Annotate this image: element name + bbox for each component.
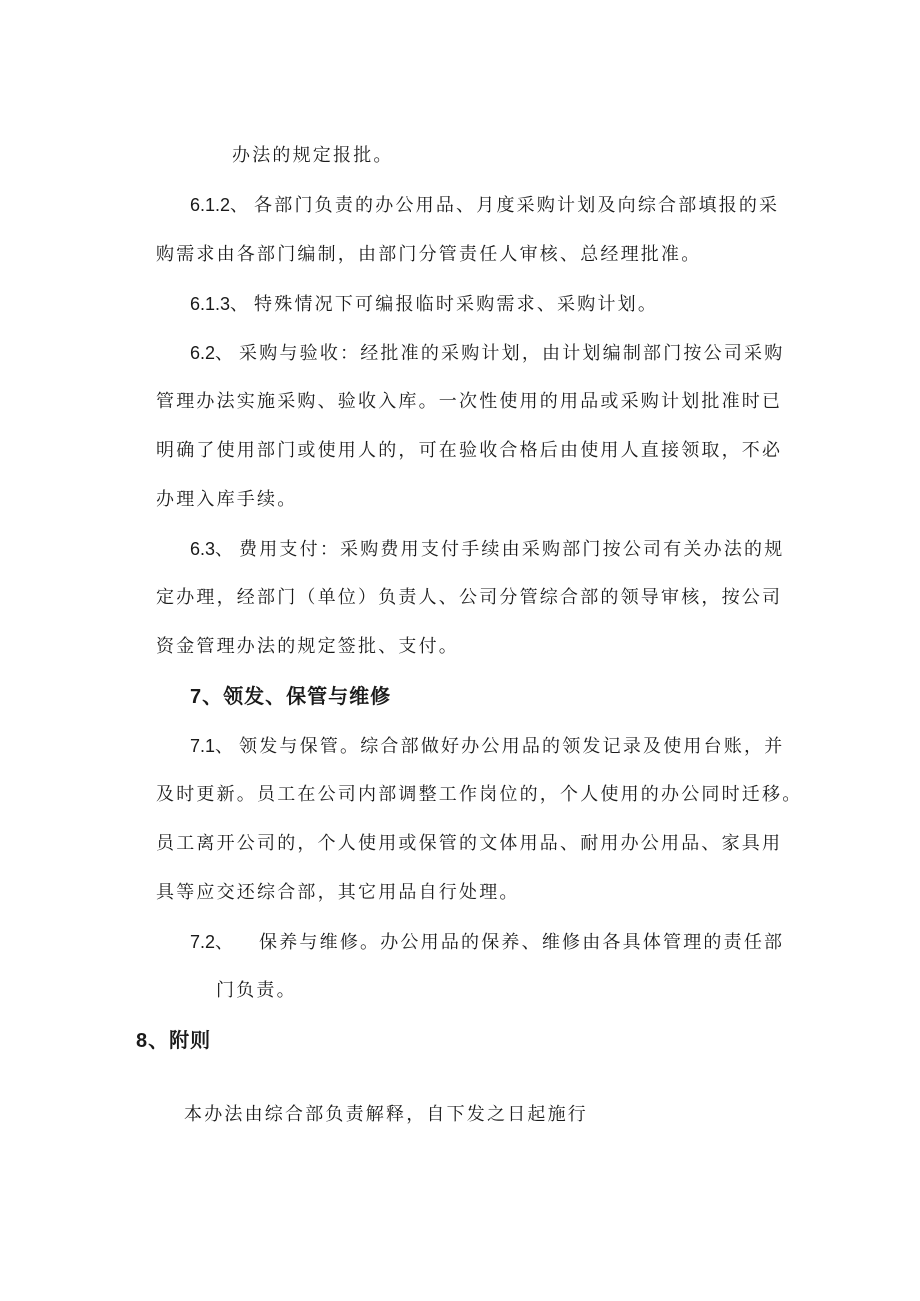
- section-number: 6.3、: [190, 539, 234, 559]
- section-number: 6.1.3、: [190, 294, 249, 314]
- paragraph-6-1-1-continuation: 办法的规定报批。: [232, 145, 394, 166]
- paragraph-7-1-line-4: 具等应交还综合部，其它用品自行处理。: [156, 882, 520, 903]
- paragraph-6-2-line-1: [190, 341, 784, 366]
- heading-section-8: 8、附则: [136, 1030, 212, 1052]
- paragraph-6-2-line-3: 明确了使用部门或使用人的，可在验收合格后由使用人直接领取，不必: [156, 440, 783, 461]
- paragraph-6-3-line-2: 定办理，经部门（单位）负责人、公司分管综合部的领导审核，按公司: [156, 587, 783, 608]
- paragraph-text: 各部门负责的办公用品、月度采购计划及向综合部填报的采: [254, 195, 780, 216]
- heading-section-7: 7、领发、保管与维修: [190, 686, 392, 708]
- paragraph-text: 费用支付：采购费用支付手续由采购部门按公司有关办法的规: [239, 539, 785, 560]
- section-number: 6.2、: [190, 343, 234, 363]
- paragraph-6-2-line-2: 管理办法实施采购、验收入库。一次性使用的用品或采购计划批准时已: [156, 391, 783, 412]
- paragraph-7-2-line-1: [190, 930, 784, 955]
- paragraph-text: 采购与验收：经批准的采购计划，由计划编制部门按公司采购: [239, 343, 785, 364]
- paragraph-6-1-2-line-1: [190, 193, 779, 218]
- section-number: 6.1.2、: [190, 195, 249, 215]
- paragraph-6-3-line-3: 资金管理办法的规定签批、支付。: [156, 636, 459, 657]
- paragraph-6-1-2-line-2: 购需求由各部门编制，由部门分管责任人审核、总经理批准。: [156, 244, 702, 265]
- paragraph-text: 保养与维修。办公用品的保养、维修由各具体管理的责任部: [259, 932, 785, 953]
- closing-statement: 本办法由综合部负责解释，自下发之日起施行: [184, 1104, 588, 1125]
- paragraph-7-2-line-2: 门负责。: [216, 980, 297, 1001]
- section-number: 7.2、: [190, 932, 234, 952]
- paragraph-7-1-line-3: 员工离开公司的，个人使用或保管的文体用品、耐用办公用品、家具用: [156, 833, 783, 854]
- paragraph-text: 领发与保管。综合部做好办公用品的领发记录及使用台账，并: [239, 736, 785, 757]
- paragraph-6-3-line-1: [190, 537, 784, 562]
- paragraph-7-1-line-2: 及时更新。员工在公司内部调整工作岗位的，个人使用的办公同时迁移。: [156, 784, 803, 805]
- paragraph-7-1-line-1: [190, 734, 784, 759]
- paragraph-6-2-line-4: 办理入库手续。: [156, 489, 298, 510]
- section-number: 7.1、: [190, 736, 234, 756]
- paragraph-text: 特殊情况下可编报临时采购需求、采购计划。: [254, 294, 659, 315]
- paragraph-6-1-3: [190, 292, 658, 317]
